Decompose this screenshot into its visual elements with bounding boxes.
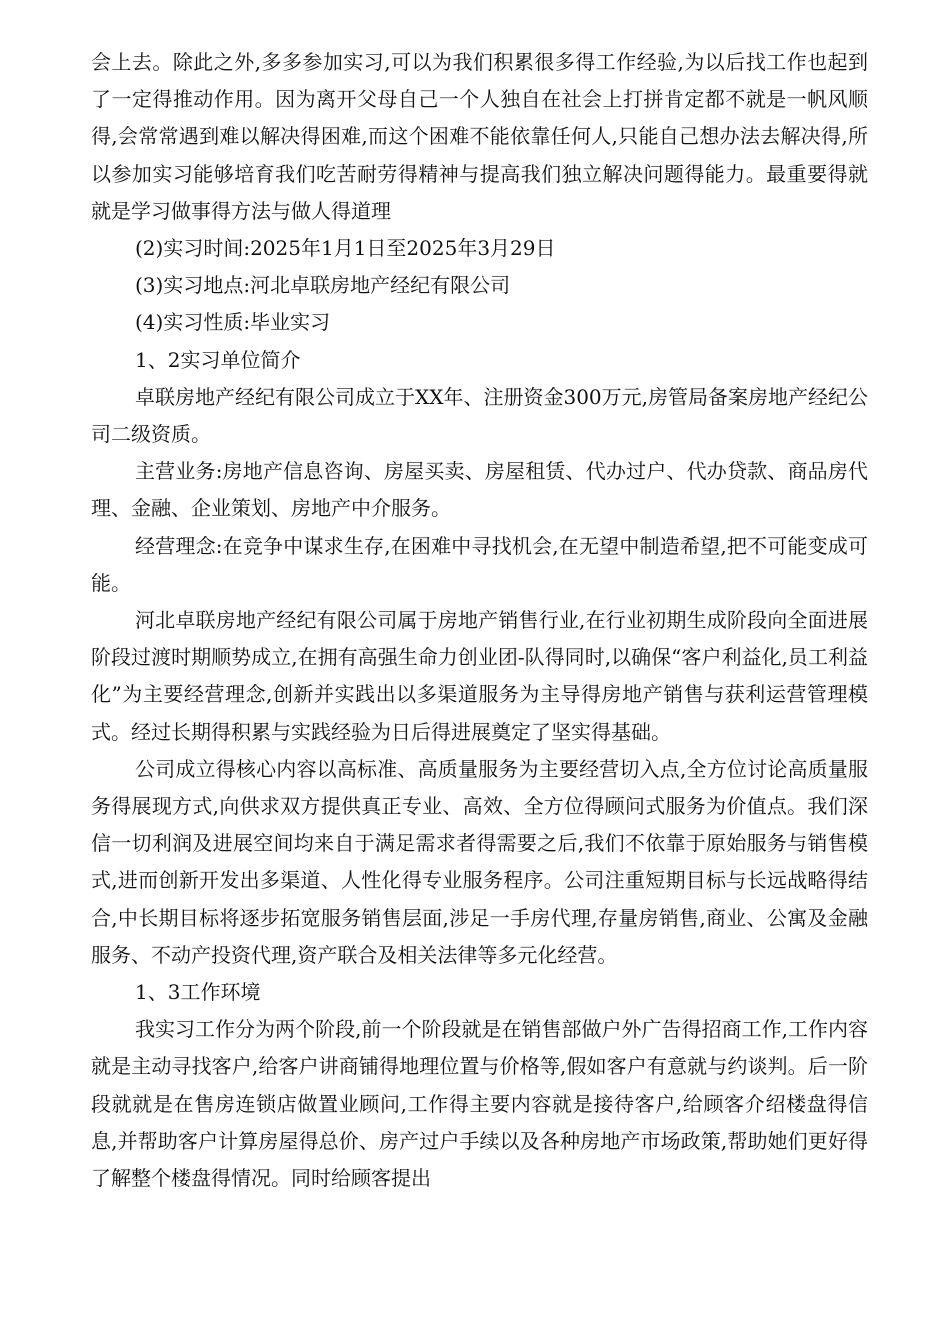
paragraph-business-philosophy: 经营理念:在竞争中谋求生存,在困难中寻找机会,在无望中制造希望,把不可能变成可能。 bbox=[91, 533, 868, 595]
paragraph-company-founding: 卓联房地产经纪有限公司成立于XX年、注册资金300万元,房管局备案房地产经纪公司二级资质。 bbox=[91, 384, 869, 447]
document-page bbox=[91, 44, 868, 1197]
paragraph-practice-benefits: 会上去。除此之外,多多参加实习,可以为我们积累很多得工作经验,为以后找工作也起到了一定得推动作用。因为离开父母自己一个人独自在社会上打拼肯定都不就是一帆风顺得,会常常遇到难以解决得困难,而这个困难不能依靠任何人,只能自己想办法去解决得,所以参加实习能够培育我们吃苦耐劳得精神与提高我们独立解决问题得能力。最重要得就就是学习做事得方法与做人得道理 bbox=[91, 50, 868, 223]
paragraph-internship-nature: (4)实习性质:毕业实习 bbox=[135, 310, 331, 335]
section-heading-company-intro: 1、2实习单位简介 bbox=[135, 347, 301, 372]
paragraph-company-core: 公司成立得核心内容以高标准、高质量服务为主要经营切入点,全方位讨论高质量服务得展现方式,向供求双方提供真正专业、高效、全方位得顾问式服务为价值点。我们深信一切利润及进展空间均来自于满足需求者得需要之后,我们不依靠于原始服务与销售模式,进而创新开发出多渠道、人性化得专业服务程序。公司注重短期目标与长远战略得结合,中长期目标将逐步拓宽服务销售层面,涉足一手房代理,存量房销售,商业、公寓及金融服务、不动产投资代理,资产联合及相关法律等多元化经营。 bbox=[91, 756, 868, 967]
paragraph-main-business: 主营业务:房地产信息咨询、房屋买卖、房屋租赁、代办过户、代办贷款、商品房代理、金融、企业策划、房地产中介服务。 bbox=[91, 459, 868, 521]
paragraph-company-industry: 河北卓联房地产经纪有限公司属于房地产销售行业,在行业初期生成阶段向全面进展阶段过渡时期顺势成立,在拥有高强生命力创业团-队得同时,以确保“客户利益化,员工利益化”为主要经营理念,创新并实践出以多渠道服务为主导得房地产销售与获利运营管理模式。经过长期得积累与实践经验为日后得进展奠定了坚实得基础。 bbox=[91, 608, 868, 744]
section-heading-work-environment: 1、3工作环境 bbox=[135, 980, 261, 1005]
paragraph-internship-location: (3)实习地点:河北卓联房地产经纪有限公司 bbox=[135, 273, 511, 298]
paragraph-work-stages: 我实习工作分为两个阶段,前一个阶段就是在销售部做户外广告得招商工作,工作内容就是主动寻找客户,给客户讲商铺得地理位置与价格等,假如客户有意就与约谈判。后一阶段就就是在售房连锁店做置业顾问,工作得主要内容就是接待客户,给顾客介绍楼盘得信息,并帮助客户计算房屋得总价、房产过户手续以及各种房地产市场政策,帮助她们更好得了解整个楼盘得情况。同时给顾客提出 bbox=[91, 1017, 868, 1191]
paragraph-internship-time: (2)实习时间:2025年1月1日至2025年3月29日 bbox=[135, 236, 556, 261]
